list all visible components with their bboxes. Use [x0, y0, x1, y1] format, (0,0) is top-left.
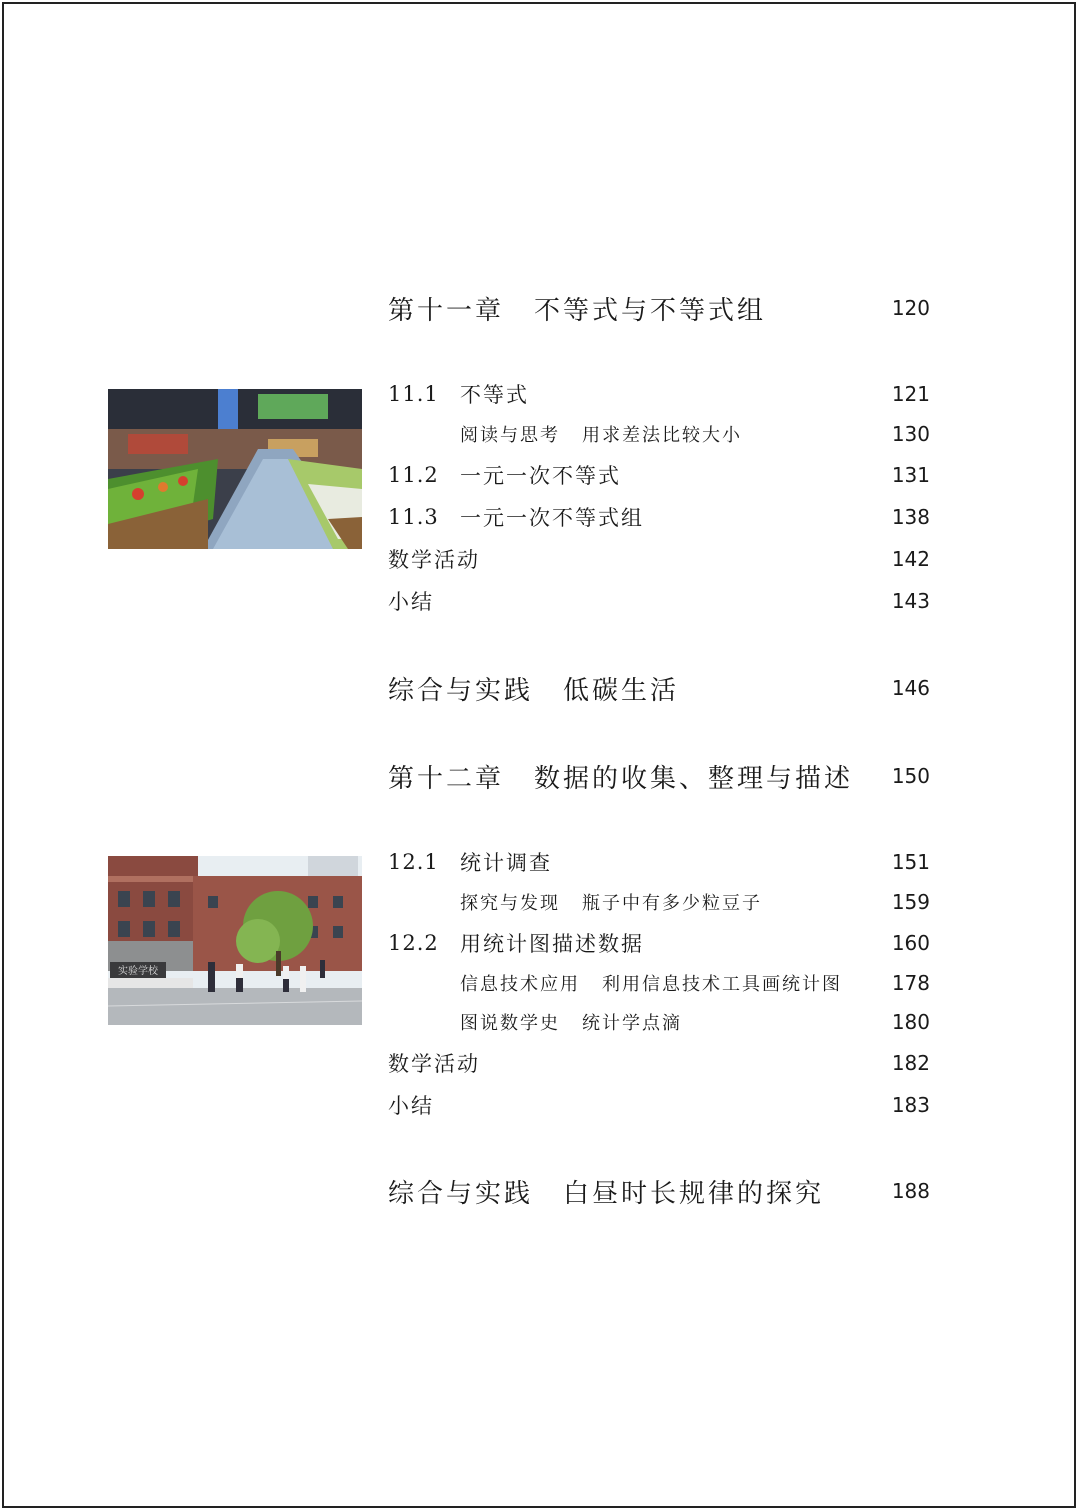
chapter-heading-12[interactable] [388, 758, 930, 794]
page-border [2, 2, 1076, 1508]
entry-title: 瓶子中有多少粒豆子 [582, 893, 762, 914]
page-number: 159 [891, 890, 930, 914]
toc-entry[interactable] [388, 1087, 930, 1123]
chapter-title: 数据的收集、整理与描述 [534, 763, 854, 794]
section-number: 11.2 [388, 463, 439, 487]
school-sign-text: 实验学校 [118, 966, 158, 977]
toc-entry[interactable] [388, 416, 930, 452]
section-number: 11.3 [388, 505, 439, 529]
toc-entry[interactable] [388, 457, 930, 493]
page-number: 121 [891, 382, 930, 406]
practice-prefix: 综合与实践 [388, 1178, 534, 1209]
toc-entry[interactable] [388, 844, 930, 880]
toc-entry[interactable] [388, 541, 930, 577]
chapter-prefix: 第十二章 [388, 763, 505, 794]
page-number: 160 [891, 931, 930, 955]
practice-title: 低碳生活 [563, 675, 680, 706]
page-number: 180 [891, 1010, 930, 1034]
section-number: 12.2 [388, 931, 439, 955]
page-number: 178 [891, 971, 930, 995]
feature-prefix: 阅读与思考 [460, 425, 560, 446]
practice-heading-12[interactable] [388, 1173, 930, 1209]
page-number: 188 [891, 1179, 930, 1203]
practice-title: 白昼时长规律的探究 [563, 1178, 825, 1209]
toc-entry[interactable] [388, 583, 930, 619]
entry-title: 一元一次不等式组 [460, 506, 644, 530]
toc-entry[interactable] [388, 1004, 930, 1040]
toc-entry[interactable] [388, 499, 930, 535]
page-number: 138 [891, 505, 930, 529]
chapter-prefix: 第十一章 [388, 295, 505, 326]
entry-title: 数学活动 [388, 548, 480, 572]
page-number: 146 [891, 676, 930, 700]
entry-title: 不等式 [460, 383, 529, 407]
entry-title: 小结 [388, 1094, 434, 1118]
toc-entry[interactable] [388, 376, 930, 412]
practice-heading-11[interactable] [388, 670, 930, 706]
chapter-heading-11[interactable] [388, 290, 930, 326]
page-number: 182 [891, 1051, 930, 1075]
entry-title: 用统计图描述数据 [460, 932, 644, 956]
toc-entry[interactable] [388, 925, 930, 961]
page-number: 143 [891, 589, 930, 613]
page-number: 151 [891, 850, 930, 874]
page-number: 131 [891, 463, 930, 487]
entry-title: 数学活动 [388, 1052, 480, 1076]
feature-prefix: 探究与发现 [460, 893, 560, 914]
school-gate-photo [108, 856, 362, 1025]
toc-entry[interactable] [388, 1045, 930, 1081]
entry-title: 一元一次不等式 [460, 464, 621, 488]
toc-entry[interactable] [388, 965, 930, 1001]
entry-title: 统计学点滴 [582, 1013, 682, 1034]
entry-title: 统计调查 [460, 851, 552, 875]
page-number: 150 [891, 764, 930, 788]
entry-title: 小结 [388, 590, 434, 614]
page-number: 142 [891, 547, 930, 571]
toc-entry[interactable] [388, 884, 930, 920]
entry-title: 用求差法比较大小 [582, 425, 742, 446]
page-number: 130 [891, 422, 930, 446]
entry-title: 利用信息技术工具画统计图 [602, 974, 842, 995]
page-number: 183 [891, 1093, 930, 1117]
chapter-title: 不等式与不等式组 [534, 295, 767, 326]
page-number: 120 [891, 296, 930, 320]
supermarket-photo [108, 389, 362, 549]
practice-prefix: 综合与实践 [388, 675, 534, 706]
feature-prefix: 图说数学史 [460, 1013, 560, 1034]
feature-prefix: 信息技术应用 [460, 974, 580, 995]
section-number: 12.1 [388, 850, 439, 874]
section-number: 11.1 [388, 382, 439, 406]
